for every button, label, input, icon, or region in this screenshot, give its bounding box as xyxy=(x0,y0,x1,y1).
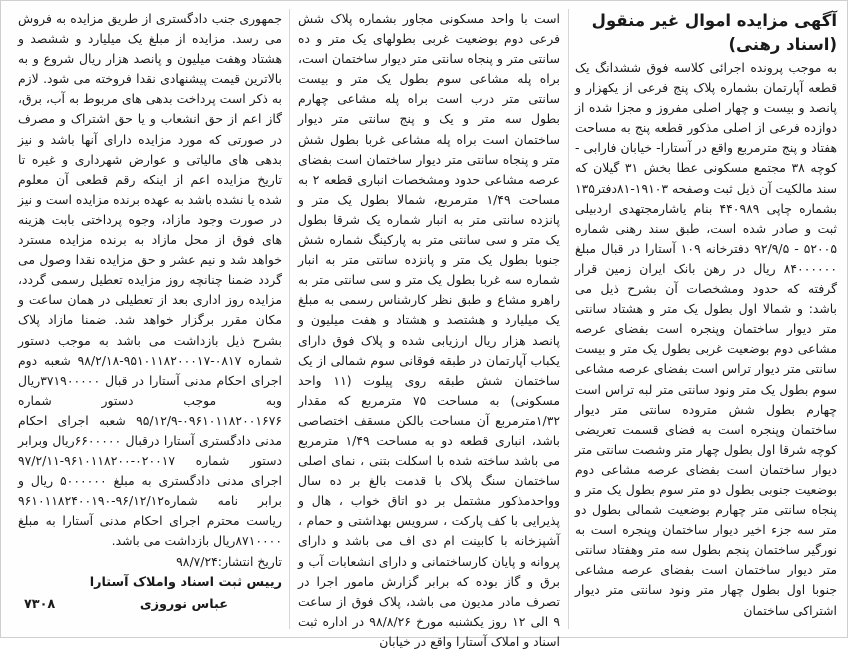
notice-column-left xyxy=(18,9,282,631)
column-divider xyxy=(568,9,569,629)
column-divider xyxy=(289,9,290,629)
signature-footer xyxy=(18,595,282,617)
notice-title: آگهی مزایده اموال غیر منقول (اسناد رهنی) xyxy=(591,11,837,54)
notice-body-middle: است با واحد مسکونی مجاور بشماره پلاک شش فرعی دوم بوضعیت غربی بطولهای یک متر و ده سانتی متر و پنجاه سانتی متر دیوار ساختمان است، براه پله مشاعی سوم بطول یک متر و بیست سانتی متر درب است براه پله مشاعی چهارم بطول سه متر و یک و پنج سانتی متر دیوار ساختمان است براه پله مشاعی غربا بطول شش متر و پنجاه سانتی متر دیوار ساختمان است بفضای عرصه مشاعی حدود ومشخصات انباری قطعه ۲ به مساحت ۱/۴۹ مترمربع، شمالا بطول یک متر و پانزده سانتی متر به انبار شماره یک شرقا بطول یک متر و سی سانتی متر به پارکینگ شماره شش جنوبا بطول یک متر و پانزده سانتی متر به انبار شماره سه غربا بطول یک متر و سی سانتی متر به راهرو مشاع و طبق نظر کارشناس رسمی به مبلغ یک میلیارد و هشتصد و هشتاد و هفت میلیون و پانصد هزار ریال ارزیابی شده و پلاک فوق دارای یکباب آپارتمان در طبقه فوقانی سوم شمالی از یک ساختمان شش طبقه روی پیلوت (۱۱ واحد مسکونی) به مساحت ۷۵ مترمربع که مقدار ۱/۳۲مترمربع آن مساحت بالکن مسقف اختصاصی باشد، انباری قطعه دو به مساحت ۱/۴۹ مترمربع می باشد ساخته شده با اسکلت بتنی ، نمای اصلی ساختمان سنگ پلاک با قدمت بالغ بر ده سال وواحدمذکور مشتمل بر دو اتاق خواب ، هال و پذیرایی با کف پارکت ، سرویس بهداشتی و حمام ، آشپزخانه با کابینت ام دی اف می باشد و دارای پروانه و پایان کارساختمانی و دارای انشعابات آب و برق و گاز بوده که برابر گزارش مامور اجرا در تصرف مادر مدیون می باشد، پلاک فوق از ساعت ۹ الی ۱۲ روز یکشنبه مورخ ۹۸/۸/۲۶ در اداره ثبت اسناد و املاک آستارا واقع در خیابان xyxy=(298,11,561,649)
signature-name: عباس نوروزی xyxy=(139,596,228,612)
notice-body-right: به موجب پرونده اجرائی کلاسه فوق ششدانگ یک قطعه آپارتمان بشماره پلاک پنج فرعی از یکهزار و پانصد و بیست و چهار اصلی مفروز و مجزا شده از دوازده فرعی از اصلی مذکور قطعه پنج به مساحت هفتاد و پنج مترمربع واقع در آستارا- خیابان فارابی - کوچه ۳۸ مجتمع مسکونی عطا بخش ۳۱ گیلان که سند مالکیت آن ذیل ثبت وصفحه ۱۹۱۰۳-۸۱دفتر۱۳۵ بشماره چاپی ۴۴۰۹۸۹ بنام یاشارمجتهدی اردبیلی ثبت و صادر شده است، طبق سند رهنی شماره ۵۲۰۰۵ - ۹۲/۹/۵ دفترخانه ۱۰۹ آستارا در قبال مبلغ ۸۴۰۰۰۰۰۰ ریال در رهن بانک ایران زمین قرار گرفته که حدود ومشخصات آن بشرح ذیل می باشد: و شمالا اول بطول یک متر و هشتاد سانتی متر دیوار ساختمان وپنجره است بفضای عرصه مشاعی دوم بوضعیت غربی بطول یک متر و بیست سانتی متر دیوار تراس است بفضای عرصه مشاعی سوم بطول یک متر ونود سانتی متر لبه تراس است چهارم بطول شش متروده سانتی متر دیوار ساختمان وپنجره است به فضای قسمت تعریضی کوچه شرقا اول بطول چهار متر وشصت سانتی متر دیوار ساختمان است بفضای عرصه مشاعی دوم بوضعیت جنوبی بطول دو متر سوم بطول یک متر و پنجاه سانتی متر چهارم بوضعیت شمالی بطول دو متر سه جزء اخیر دیوار ساختمان وپنجره است به نورگیر ساختمان پنجم بطول سه متر وهفتاد سانتی متر دیوار ساختمان است بفضای عرصه مشاعی جنوبا اول بطول چهار متر ونود سانتی متر دیوار اشتراکی ساختمان xyxy=(575,60,837,618)
notice-code: ۷۳۰۸ xyxy=(24,596,56,612)
notice-column-right xyxy=(575,9,837,631)
notice-body-left: جمهوری جنب دادگستری از طریق مزایده به فروش می رسد. مزایده از مبلغ یک میلیارد و ششصد و هشتاد وهفت میلیون و پانصد هزار ریال شروع و به بالاترین قیمت پیشنهادی نقدا فروخته می شود. لازم به ذکر است پرداخت بدهی های مربوط به آب، برق، گاز اعم از حق انشعاب و یا حق اشتراک و مصرف در صورتی که مورد مزایده دارای آنها باشد و نیز بدهی های مالیاتی و عوارض شهرداری و غیره تا تاریخ مزایده اعم از اینکه رقم قطعی آن معلوم شده یا نشده باشد به عهده برنده مزایده است و نیز در صورت وجود مازاد، وجوه پرداختی بابت هزینه های فوق از محل مازاد به برنده مزایده مسترد خواهد شد و نیم عشر و حق مزایده نقدا وصول می گردد ضمنا چنانچه روز مزایده تعطیل رسمی گردد، مزایده روز اداری بعد از تعطیلی در همان ساعت و مکان مقرر برگزار خواهد شد. ضمنا مازاد پلاک بشرح ذیل بازداشت می باشد به موجب دستور شماره ۰۸۱۷-۹۵۱۰۱۱۸۲۰۰۰۱۷-۹۸/۲/۱۸ شعبه دوم اجرای احکام مدنی آستارا در قبال ۳۷۱۹۰۰۰۰۰ریال وبه موجب دستور شماره ۰۹۶۱۰۱۱۸۲۰۰۱۶۷۶-۹۵/۱۲/۹ شعبه اجرای احکام مدنی دادگستری آستارا درقبال ۶۶۰۰۰۰۰ریال وبرابر دستور شماره ۰۲۰۰۱۷-۹۶۱۰۱۱۸۲۰۰-۹۷/۲/۱۱ اجرای مدنی دادگستری به مبلغ ۵۰۰۰۰۰۰ ریال و برابر نامه شماره۹۶/۱۲/۱۲-۹۶۱۰۱۱۸۲۴۰۰۱۹۰ ریاست محترم اجرای احکام مدنی آستارا به مبلغ ۸۷۱۰۰۰۰ریال بازداشت می باشد. xyxy=(18,11,282,549)
publish-date: تاریخ انتشار:۹۸/۷/۲۴ xyxy=(176,553,282,569)
notice-column-middle xyxy=(298,9,561,649)
signature-title: رییس ثبت اسناد واملاک آستارا xyxy=(89,574,282,590)
